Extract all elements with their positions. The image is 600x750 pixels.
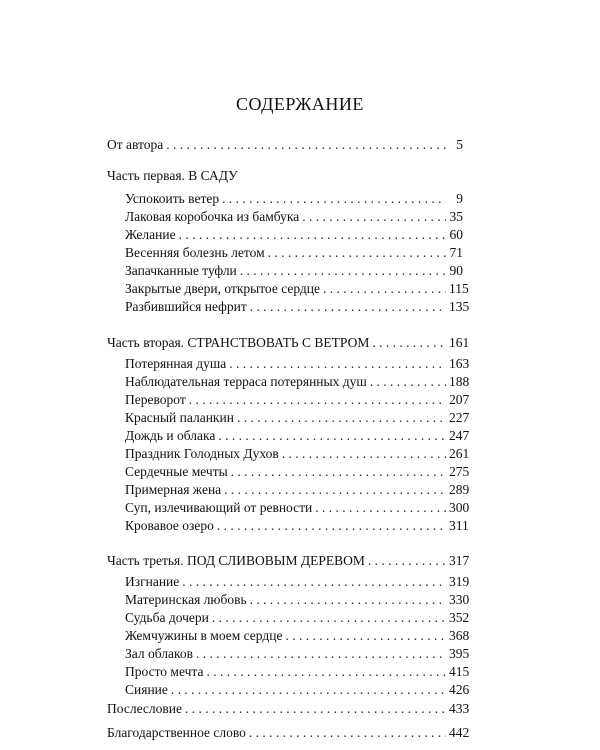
leader-dots: [182, 573, 446, 591]
leader-dots: [370, 373, 446, 391]
toc-entry-page: 352: [449, 610, 470, 625]
toc-entry-label: Красный паланкин: [125, 410, 234, 425]
toc-entry-page: 300: [449, 500, 470, 515]
toc-entry-page: 311: [449, 518, 469, 533]
leader-dots: [217, 517, 446, 535]
toc-entry-label: Закрытые двери, открытое сердце: [125, 281, 321, 296]
toc-entry-label: Сияние: [125, 682, 168, 697]
toc-entry[interactable]: [125, 391, 470, 409]
toc-entry[interactable]: [125, 298, 470, 316]
leader-dots: [240, 262, 446, 280]
toc-entry-label: Послесловие: [107, 701, 182, 716]
toc-entry-label: Примерная жена: [125, 482, 222, 497]
toc-entry-label: Зал облаков: [125, 646, 193, 661]
toc-entry-page: 115: [449, 281, 469, 296]
toc-entry-label: Изгнание: [125, 574, 180, 589]
toc-entry[interactable]: [125, 427, 470, 445]
toc-entry-page: 415: [449, 664, 470, 679]
toc-entry[interactable]: [125, 463, 470, 481]
toc-entry[interactable]: [107, 136, 463, 154]
toc-entry-label: Дождь и облака: [125, 428, 216, 443]
toc-entry-page: 330: [449, 592, 470, 607]
toc-entry-label: Желание: [125, 227, 176, 242]
toc-entry-page: 188: [449, 374, 470, 389]
toc-entry[interactable]: [125, 190, 463, 208]
toc-entry[interactable]: [125, 499, 470, 517]
leader-dots: [179, 226, 446, 244]
toc-entry-page: 317: [449, 553, 470, 568]
toc-entry-page: 35: [449, 209, 463, 224]
toc-entry-page: 442: [449, 725, 470, 740]
toc-entry-page: 227: [449, 410, 470, 425]
toc-entry[interactable]: [125, 627, 470, 645]
leader-dots: [250, 591, 446, 609]
leader-dots: [282, 445, 446, 463]
toc-entry[interactable]: [125, 244, 463, 262]
toc-entry[interactable]: [125, 373, 470, 391]
leader-dots: [189, 391, 446, 409]
toc-entry[interactable]: [125, 226, 463, 244]
toc-entry[interactable]: [125, 280, 469, 298]
toc-part-heading[interactable]: [107, 552, 470, 570]
toc-entry[interactable]: [107, 724, 470, 742]
toc-entry-page: 433: [449, 701, 470, 716]
toc-entry-label: Благодарственное слово: [107, 725, 246, 740]
toc-entry-label: Наблюдательная терраса потерянных душ: [125, 374, 367, 389]
leader-dots: [268, 244, 446, 262]
leader-dots: [185, 700, 446, 718]
toc-entry-page: 161: [449, 335, 470, 350]
leader-dots: [171, 681, 446, 699]
toc-entry[interactable]: [125, 445, 470, 463]
toc-entry-page: 90: [449, 263, 463, 278]
toc-entry-page: 368: [449, 628, 470, 643]
page-title: СОДЕРЖАНИЕ: [236, 94, 364, 114]
leader-dots: [206, 663, 446, 681]
leader-dots: [372, 334, 446, 352]
leader-dots: [250, 298, 446, 316]
toc-entry-label: Материнская любовь: [125, 592, 247, 607]
toc-entry[interactable]: [125, 409, 470, 427]
toc-entry-label: Просто мечта: [125, 664, 204, 679]
toc-entry-page: 395: [449, 646, 470, 661]
toc-entry-page: 207: [449, 392, 470, 407]
toc-entry-page: 261: [449, 446, 470, 461]
leader-dots: [368, 552, 446, 570]
toc-entry[interactable]: [125, 355, 470, 373]
toc-entry[interactable]: [125, 517, 469, 535]
toc-entry[interactable]: [125, 262, 463, 280]
toc-entry-page: 60: [449, 227, 463, 242]
toc-entry[interactable]: [125, 573, 470, 591]
leader-dots: [222, 190, 446, 208]
toc-entry[interactable]: [125, 609, 470, 627]
toc-part-label: Часть вторая. СТРАНСТВОВАТЬ С ВЕТРОМ: [107, 335, 370, 350]
toc-entry-label: От автора: [107, 137, 164, 152]
leader-dots: [218, 427, 446, 445]
toc-entry-label: Жемчужины в моем сердце: [125, 628, 283, 643]
toc-entry-page: 247: [449, 428, 470, 443]
toc-part-heading: [107, 167, 463, 185]
toc-entry-label: Лаковая коробочка из бамбука: [125, 209, 300, 224]
toc-entry-label: Сердечные мечты: [125, 464, 228, 479]
toc-entry-page: 289: [449, 482, 470, 497]
toc-entry[interactable]: [125, 645, 470, 663]
leader-dots: [237, 409, 446, 427]
toc-entry-page: 5: [456, 137, 463, 152]
leader-dots: [231, 463, 446, 481]
toc-entry-page: 426: [449, 682, 470, 697]
toc-entry-label: Переворот: [125, 392, 186, 407]
leader-dots: [315, 499, 446, 517]
toc-entry-page: 163: [449, 356, 470, 371]
toc-entry-label: Судьба дочери: [125, 610, 209, 625]
leader-dots: [229, 355, 446, 373]
leader-dots: [212, 609, 446, 627]
leader-dots: [224, 481, 446, 499]
toc-part-heading[interactable]: [107, 334, 470, 352]
toc-entry-page: 275: [449, 464, 470, 479]
toc-entry-label: Запачканные туфли: [125, 263, 237, 278]
toc-entry-page: 135: [449, 299, 470, 314]
toc-entry-label: Успокоить ветер: [125, 191, 220, 206]
toc-entry-label: Разбившийся нефрит: [125, 299, 247, 314]
toc-entry-label: Потерянная душа: [125, 356, 227, 371]
leader-dots: [249, 724, 446, 742]
leader-dots: [166, 136, 446, 154]
leader-dots: [196, 645, 446, 663]
toc-entry-page: 319: [449, 574, 470, 589]
toc-entry-label: Праздник Голодных Духов: [125, 446, 279, 461]
toc-entry-page: 9: [456, 191, 463, 206]
toc-entry-label: Кровавое озеро: [125, 518, 214, 533]
leader-dots: [323, 280, 446, 298]
leader-dots: [285, 627, 446, 645]
toc-entry[interactable]: [125, 681, 470, 699]
toc-entry[interactable]: [125, 481, 470, 499]
toc-entry[interactable]: [125, 591, 470, 609]
toc-entry-label: Суп, излечивающий от ревности: [125, 500, 313, 515]
toc-entry-page: 71: [449, 245, 463, 260]
toc-entry[interactable]: [125, 208, 463, 226]
toc-entry[interactable]: [125, 663, 470, 681]
toc-part-label: Часть первая. В САДУ: [107, 168, 238, 183]
toc-entry[interactable]: [107, 700, 470, 718]
toc-part-label: Часть третья. ПОД СЛИВОВЫМ ДЕРЕВОМ: [107, 553, 365, 568]
leader-dots: [302, 208, 446, 226]
toc-entry-label: Весенняя болезнь летом: [125, 245, 265, 260]
